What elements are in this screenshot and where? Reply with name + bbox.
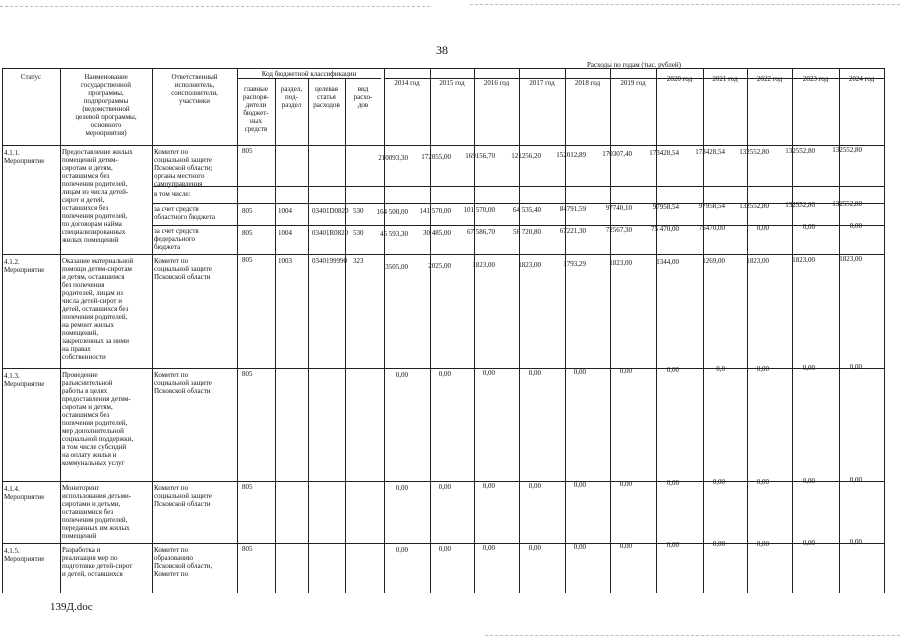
header-expenses: Расходы по годам (тыс. рублей)	[587, 61, 681, 69]
row-1-status: 4.1.1. Мероприятие	[4, 149, 45, 165]
row-3-year-4: 0,00	[528, 369, 541, 377]
row-5-year-3: 0,00	[482, 544, 495, 552]
row-1-year-6: 170307,40	[602, 150, 632, 158]
row-4-year-7: 0,00	[666, 479, 679, 487]
row-4-year-1: 0,00	[395, 484, 408, 492]
row-1-sub-2-year-9: 0,00	[756, 224, 769, 232]
row-1-sub-2-year-1: 45 593,30	[380, 230, 408, 238]
row-1-year-9: 132552,80	[739, 148, 769, 156]
column-rule	[237, 68, 238, 593]
row-1-sub-2-year-10: 0,00	[802, 223, 815, 231]
row-4-year-5: 0,00	[573, 481, 586, 489]
row-1-sub-1-label: за счет средств областного бюджета	[154, 205, 215, 221]
row-5-year-2: 0,00	[438, 545, 451, 553]
row-1-sub-2-year-3: 67 586,70	[467, 228, 495, 236]
row-3-year-10: 0,00	[802, 364, 815, 372]
row-5-year-11: 0,00	[849, 538, 862, 546]
row-3-year-11: 0,00	[849, 363, 862, 371]
row-1-sub-1-year-6: 97740,10	[605, 204, 632, 212]
row-5-grbs: 805	[242, 545, 253, 553]
row-3-responsible: Комитет по социальной защите Псковской области	[154, 371, 212, 395]
header-year-9: 2022 год	[756, 75, 783, 83]
row-1-sub-1-article: 03401D0820	[312, 207, 349, 215]
header-code-col-2: раздел, под- раздел	[280, 85, 303, 109]
column-rule	[2, 68, 3, 593]
row-2-grbs: 805	[242, 256, 253, 264]
code-header-rule	[237, 78, 381, 79]
row-1-year-8: 173428,54	[695, 148, 725, 156]
year-block-left-rule	[384, 68, 385, 593]
row-2-responsible: Комитет по социальной защите Псковской области	[154, 257, 212, 281]
row-2-section: 1003	[278, 257, 292, 265]
row-1-year-11: 132552,80	[832, 146, 862, 154]
page-number: 38	[436, 43, 448, 57]
row-3-status: 4.1.3. Мероприятие	[4, 372, 45, 388]
row-1-sub-1-year-1: 164 500,00	[376, 208, 408, 216]
row-2-year-9: 1823,00	[746, 257, 769, 265]
row-1-sub-1-grbs: 805	[242, 207, 253, 215]
row-1-year-10: 132552,80	[785, 147, 815, 155]
header-year-4: 2017 год	[529, 79, 555, 87]
row-5-responsible: Комитет по образованию Псковской области, Комитет по	[154, 546, 213, 578]
row-4-grbs: 805	[242, 483, 253, 491]
row-1-sub-2-article: 03401R0820	[312, 229, 349, 237]
row-2-year-10: 1823,00	[792, 256, 815, 264]
header-year-11: 2024 год	[848, 75, 875, 83]
row-1-sub-2-grbs: 805	[242, 229, 253, 237]
row-3-year-2: 0,00	[438, 370, 451, 378]
row-1-sub-2-kind: 530	[353, 229, 364, 237]
row-1-year-1: 210093,30	[378, 154, 408, 162]
header-bottom-rule	[2, 145, 884, 146]
row-2-year-7: 1344,00	[656, 258, 679, 266]
column-rule	[656, 68, 657, 593]
row-5-year-1: 0,00	[395, 546, 408, 554]
code-column-rule	[275, 78, 276, 593]
row-1-year-5: 152012,89	[556, 151, 586, 159]
header-year-5: 2018 год	[574, 79, 601, 87]
row-1-sub-1-year-4: 64 535,40	[513, 206, 541, 214]
row-1-sub-1-year-2: 141 570,00	[419, 207, 451, 215]
row-4-year-6: 0,00	[619, 480, 632, 488]
header-code-col-4: вид расхо- дов	[353, 85, 373, 109]
header-year-8: 2021 год	[712, 75, 738, 83]
row-1-sub-2-year-6: 72567,30	[605, 226, 632, 234]
code-column-rule	[345, 78, 346, 593]
row-1-sub-1-section: 1004	[278, 207, 292, 215]
header-code-col-1: главные распоря- дители бюджет- ных средств	[242, 85, 269, 133]
row-1-sub-1-year-9: 132552,80	[739, 202, 769, 210]
header-status: Статус	[20, 73, 42, 81]
header-year-7: 2020 год	[666, 75, 693, 83]
row-5-name: Разработка и реализация мер по подготовке детей-сирот и детей, оставшихся	[62, 546, 133, 578]
row-2-year-1: 3505,00	[385, 263, 408, 271]
row-2-status: 4.1.2. Мероприятие	[4, 258, 45, 274]
row-5-year-8: 0,00	[712, 540, 725, 548]
header-year-10: 2023 год	[802, 75, 829, 83]
row-4-year-9: 0,00	[756, 478, 769, 486]
row-4-year-3: 0,00	[482, 482, 495, 490]
column-rule	[884, 68, 885, 593]
row-4-status: 4.1.4. Мероприятие	[4, 485, 45, 501]
header-budget-code: Код бюджетной классификации	[261, 70, 357, 78]
row-1-sub-2-year-8: 75470,00	[698, 224, 725, 232]
row-1-sub-2-label: за счет средств федерального бюджета	[154, 227, 199, 251]
row-1-sub-2-year-11: 0,00	[849, 222, 862, 230]
row-1-year-7: 173428,54	[649, 149, 679, 157]
row-1-sub-1-year-7: 97958,54	[652, 203, 679, 211]
row-3-year-8: 0,0	[716, 365, 725, 373]
row-3-grbs: 805	[242, 370, 253, 378]
row-5-year-7: 0,00	[666, 541, 679, 549]
column-rule	[610, 68, 611, 593]
incl-top-rule	[152, 186, 884, 187]
row-1-sub-1-year-10: 132552,80	[785, 201, 815, 209]
row-1-year-2: 172055,00	[421, 153, 451, 161]
column-rule	[430, 68, 431, 593]
row-2-kind: 323	[353, 257, 364, 265]
row-1-sub-1-year-5: 84791,59	[559, 205, 586, 213]
row-2-article: 0340199990	[312, 257, 347, 265]
row-4-year-4: 0,00	[528, 482, 541, 490]
row-1-sub-2-year-7: 75 470,00	[651, 225, 679, 233]
row-2-year-8: 1269,00	[702, 257, 725, 265]
row-2-name: Оказание материальной помощи детям-сиротам и детям, оставшимся без попечения родителей, лицам из числа детей-сирот и детей, оставшихся без попечения родителей, на ремонт жилых помещений, закрепленных за ними на правах собственности	[62, 257, 134, 361]
row-1-sub-1-year-3: 101 570,00	[463, 206, 495, 214]
row-3-year-6: 0,00	[619, 367, 632, 375]
column-rule	[703, 68, 704, 593]
row-2-top-rule	[2, 254, 884, 255]
row-5-year-5: 0,00	[573, 543, 586, 551]
row-2-year-3: 1823,00	[472, 261, 495, 269]
row-3-year-5: 0,00	[573, 368, 586, 376]
row-1-incl-label: в том числе:	[154, 190, 191, 198]
row-1-sub-2-section: 1004	[278, 229, 292, 237]
row-3-name: Проведение разъяснительной работы в целях предоставления детям- сиротам и детям, оставшимся без попечения родителей, мер дополнительной социальной поддержки, в том числе субсидий на оплату жилья и коммунальных услуг	[62, 371, 134, 467]
header-year-3: 2016 год	[483, 79, 510, 87]
footer-filename: 139Д.doc	[50, 601, 93, 613]
row-4-responsible: Комитет по социальной защите Псковской области	[154, 484, 212, 508]
row-1-year-3: 169156,70	[465, 152, 495, 160]
row-1-responsible: Комитет по социальной защите Псковской области; органы местного самоуправления	[154, 148, 213, 188]
row-3-year-7: 0,00	[666, 366, 679, 374]
column-rule	[565, 68, 566, 593]
row-1-sub-1-year-8: 97958,54	[698, 202, 725, 210]
header-year-1: 2014 год	[394, 79, 420, 87]
column-rule	[747, 68, 748, 593]
row-3-year-1: 0,00	[395, 371, 408, 379]
header-year-6: 2019 год	[620, 79, 646, 87]
row-4-year-10: 0,00	[802, 477, 815, 485]
row-1-sub-1-year-11: 132552,80	[832, 200, 862, 208]
row-1-name: Предоставление жилых помещений детям- сиротам и детям, оставшимся без попечения родителей, лицам из числа детей- сирот и детей, оставшихся без попечения родителей, по договорам найма специализированных жилых помещений	[62, 148, 133, 244]
row-2-year-6: 1823,00	[609, 259, 632, 267]
row-1-sub-1-kind: 530	[353, 207, 364, 215]
column-rule	[60, 68, 61, 593]
header-code-col-3: целевая статья расходов	[313, 85, 340, 109]
column-rule	[474, 68, 475, 593]
row-1-sub-2-year-5: 67221,30	[559, 227, 586, 235]
row-1-sub-2-year-2: 30 485,00	[423, 229, 451, 237]
row-2-year-11: 1823,00	[839, 255, 862, 263]
row-1-sub-2-year-4: 56 720,80	[513, 228, 541, 236]
row-2-year-2: 2025,00	[428, 262, 451, 270]
row-4-name: Мониторинг использования детьми- сиротами и детьми, оставшимися без попечения родителей, переданных им жилых помещений	[62, 484, 132, 540]
row-5-year-6: 0,00	[619, 542, 632, 550]
column-rule	[519, 68, 520, 593]
header-year-2: 2015 год	[439, 79, 465, 87]
row-4-year-11: 0,00	[849, 476, 862, 484]
row-4-year-2: 0,00	[438, 483, 451, 491]
row-1-grbs: 805	[242, 147, 253, 155]
column-rule	[152, 68, 153, 593]
code-column-rule	[308, 78, 309, 593]
row-5-year-9: 0,00	[756, 540, 769, 548]
row-2-year-5: 1793,29	[563, 260, 586, 268]
header-responsible: Ответственный исполнитель, соисполнители, участники	[171, 73, 218, 105]
row-3-year-9: 0,00	[756, 365, 769, 373]
row-5-year-10: 0,00	[802, 539, 815, 547]
row-1-year-4: 121256,20	[511, 152, 541, 160]
row-5-status: 4.1.5. Мероприятие	[4, 547, 45, 563]
row-4-year-8: 0,00	[712, 478, 725, 486]
row-5-year-4: 0,00	[528, 544, 541, 552]
row-2-year-4: 1823,00	[518, 261, 541, 269]
row-3-year-3: 0,00	[482, 369, 495, 377]
header-name: Наименование государственной программы, подпрограммы (ведомственной целевой программы, основного мероприятия)	[75, 73, 137, 137]
